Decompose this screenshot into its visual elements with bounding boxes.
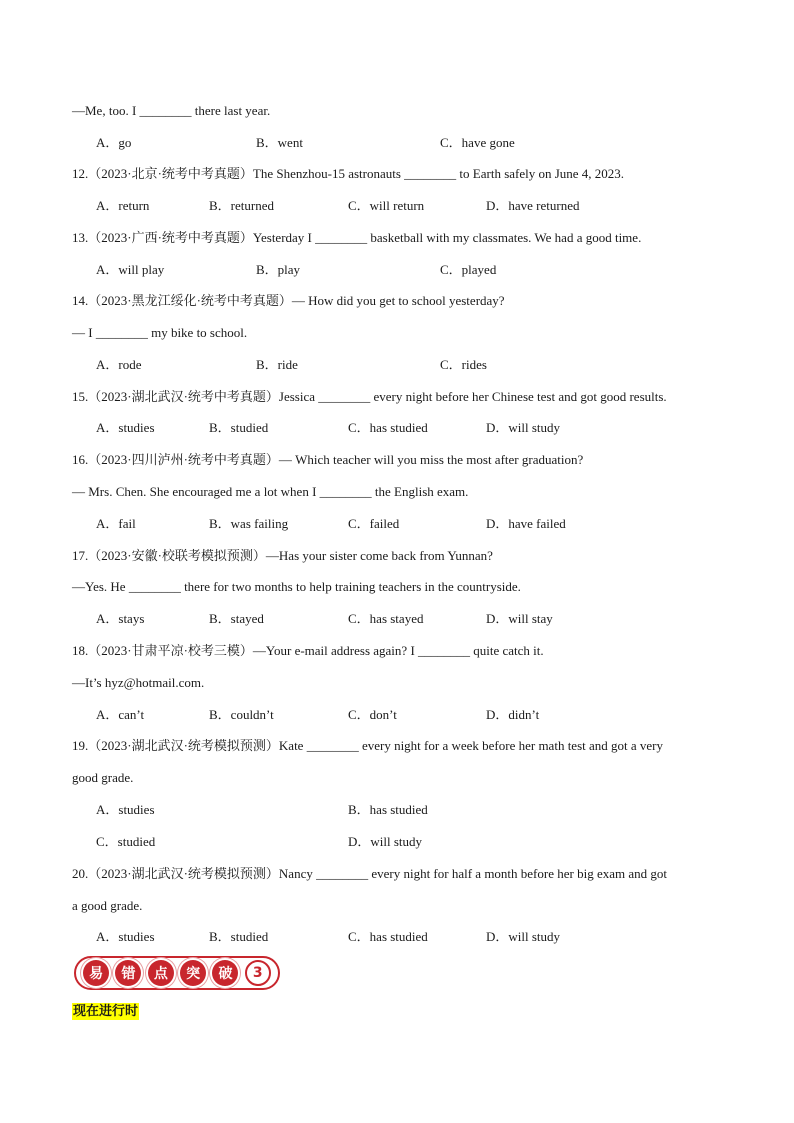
option-a[interactable]: A．studies	[96, 802, 155, 817]
question-line: 17.（2023·安徽·校联考模拟预测）—Has your sister come back from Yunnan?	[72, 548, 493, 563]
options-row	[96, 135, 736, 151]
banner-char: 破	[212, 960, 238, 986]
option-a[interactable]: A．rode	[96, 357, 142, 372]
option-b[interactable]: B．studied	[209, 929, 269, 944]
section-title: 现在进行时	[73, 1004, 139, 1019]
banner-char: 错	[115, 960, 141, 986]
options-row	[96, 611, 736, 627]
option-b[interactable]: B．was failing	[209, 516, 289, 531]
option-c[interactable]: C．have gone	[440, 135, 515, 150]
options-row	[96, 357, 736, 373]
options-row	[96, 834, 736, 850]
question-line: good grade.	[72, 770, 134, 785]
option-c[interactable]: C．rides	[440, 357, 487, 372]
options-row	[96, 802, 736, 818]
banner-char: 易	[83, 960, 109, 986]
option-a[interactable]: A．studies	[96, 929, 155, 944]
question-line: 15.（2023·湖北武汉·统考中考真题）Jessica ________ every night before her Chinese test and got good results.	[72, 389, 667, 404]
question-line: —It’s hyz@hotmail.com.	[72, 675, 205, 690]
question-line: —Yes. He ________ there for two months to help training teachers in the countryside.	[72, 579, 521, 594]
options-row	[96, 262, 736, 278]
option-b[interactable]: B．stayed	[209, 611, 264, 626]
question-line: — Mrs. Chen. She encouraged me a lot when I ________ the English exam.	[72, 484, 469, 499]
option-b[interactable]: B．went	[256, 135, 303, 150]
question-line: — I ________ my bike to school.	[72, 325, 248, 340]
option-c[interactable]: C．played	[440, 262, 497, 277]
option-a[interactable]: A．stays	[96, 611, 145, 626]
options-row	[96, 929, 736, 945]
option-d[interactable]: D．will study	[486, 420, 561, 435]
option-c[interactable]: C．failed	[348, 516, 400, 531]
option-b[interactable]: B．has studied	[348, 802, 428, 817]
option-d[interactable]: D．didn’t	[486, 707, 540, 722]
option-a[interactable]: A．studies	[96, 420, 155, 435]
option-c[interactable]: C．don’t	[348, 707, 397, 722]
option-a[interactable]: A．can’t	[96, 707, 145, 722]
option-b[interactable]: B．couldn’t	[209, 707, 274, 722]
option-a[interactable]: A．return	[96, 198, 150, 213]
option-c[interactable]: C．will return	[348, 198, 425, 213]
option-d[interactable]: D．will stay	[486, 611, 553, 626]
option-d[interactable]: D．will study	[348, 834, 423, 849]
option-a[interactable]: A．will play	[96, 262, 165, 277]
options-row	[96, 420, 736, 436]
option-c[interactable]: C．studied	[96, 834, 156, 849]
option-c[interactable]: C．has stayed	[348, 611, 424, 626]
question-line: 19.（2023·湖北武汉·统考模拟预测）Kate ________ every night for a week before her math test and got a very	[72, 738, 663, 753]
question-line: a good grade.	[72, 898, 143, 913]
options-row	[96, 198, 736, 214]
question-line: 16.（2023·四川泸州·统考中考真题）— Which teacher will you miss the most after graduation?	[72, 452, 584, 467]
option-c[interactable]: C．has studied	[348, 929, 428, 944]
option-d[interactable]: D．will study	[486, 929, 561, 944]
question-line: 14.（2023·黑龙江绥化·统考中考真题）— How did you get to school yesterday?	[72, 293, 505, 308]
banner-char: 突	[180, 960, 206, 986]
banner-char: 点	[148, 960, 174, 986]
option-d[interactable]: D．have failed	[486, 516, 566, 531]
option-a[interactable]: A．fail	[96, 516, 136, 531]
option-d[interactable]: D．have returned	[486, 198, 580, 213]
options-row	[96, 707, 736, 723]
option-c[interactable]: C．has studied	[348, 420, 428, 435]
option-b[interactable]: B．ride	[256, 357, 298, 372]
question-line: —Me, too. I ________ there last year.	[72, 103, 271, 118]
question-line: 20.（2023·湖北武汉·统考模拟预测）Nancy ________ every night for half a month before her big exam and got	[72, 866, 667, 881]
options-row	[96, 516, 736, 532]
option-b[interactable]: B．returned	[209, 198, 274, 213]
option-b[interactable]: B．play	[256, 262, 301, 277]
question-line: 18.（2023·甘肃平凉·校考三模）—Your e-mail address again? I ________ quite catch it.	[72, 643, 544, 658]
option-a[interactable]: A．go	[96, 135, 132, 150]
question-line: 12.（2023·北京·统考中考真题）The Shenzhou-15 astronauts ________ to Earth safely on June 4, 2023.	[72, 166, 625, 181]
option-b[interactable]: B．studied	[209, 420, 269, 435]
section-banner	[74, 956, 280, 990]
banner-number: 3	[245, 960, 271, 986]
question-line: 13.（2023·广西·统考中考真题）Yesterday I ________ basketball with my classmates. We had a good time.	[72, 230, 642, 245]
